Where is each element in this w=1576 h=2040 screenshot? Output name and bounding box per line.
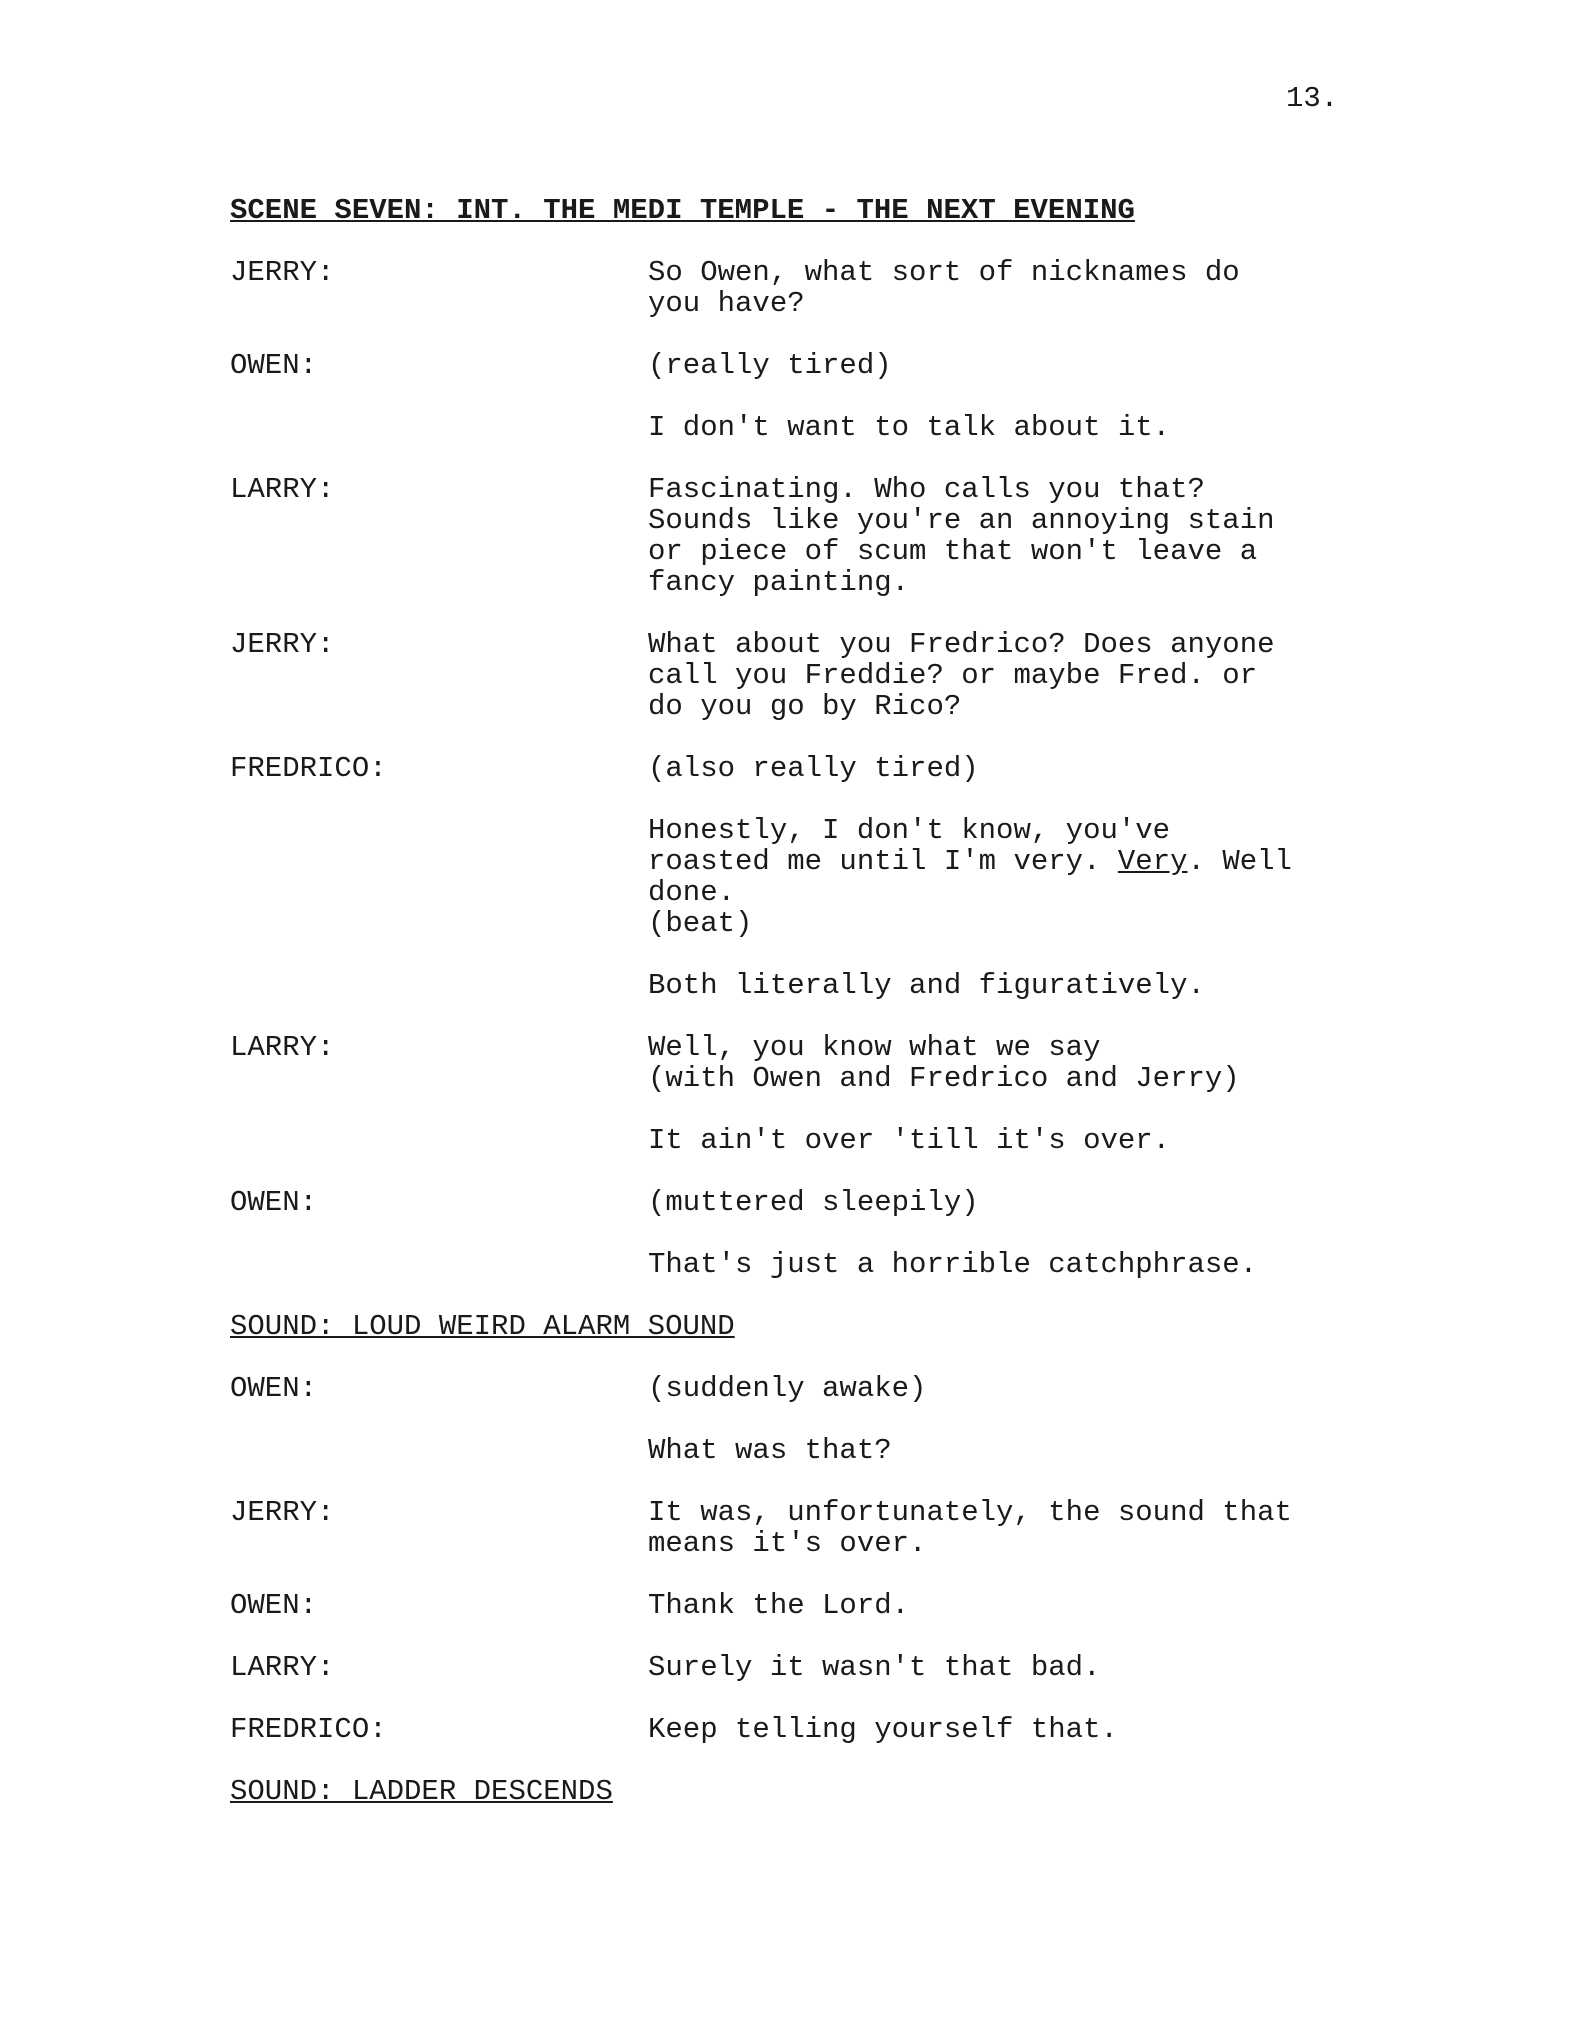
dialogue-block: [648, 1497, 1360, 1559]
dialogue-line: fancy painting.: [648, 566, 910, 599]
dialogue-block: [648, 350, 1360, 381]
dialogue-block: [648, 815, 1360, 939]
dialogue-row: [230, 1187, 1360, 1280]
script-page: [230, 195, 1360, 1838]
dialogue-line: That's just a horrible catchphrase.: [648, 1248, 1258, 1281]
dialogue-section-1: [230, 257, 1360, 1280]
character-name: LARRY:: [230, 1031, 335, 1064]
dialogue-line: means it's over.: [648, 1527, 927, 1560]
dialogue-text: [648, 257, 1360, 319]
character-name: OWEN:: [230, 349, 318, 382]
dialogue-line: What about you Fredrico? Does anyone: [648, 628, 1275, 661]
dialogue-row: [230, 1590, 1360, 1621]
dialogue-block: [648, 753, 1360, 784]
dialogue-block: [648, 1187, 1360, 1218]
dialogue-block: [648, 474, 1360, 598]
dialogue-text: [648, 1373, 1360, 1466]
dialogue-block: [648, 970, 1360, 1001]
dialogue-block: [648, 412, 1360, 443]
dialogue-block: [648, 1714, 1360, 1745]
dialogue-block: [648, 1125, 1360, 1156]
character-name: JERRY:: [230, 628, 335, 661]
parenthetical: (really tired): [648, 349, 892, 382]
dialogue-row: [230, 257, 1360, 319]
scene-heading: SCENE SEVEN: INT. THE MEDI TEMPLE - THE NEXT EVENING: [230, 194, 1135, 227]
dialogue-text: [648, 1497, 1360, 1559]
dialogue-block: [648, 1590, 1360, 1621]
dialogue-line: Honestly, I don't know, you've: [648, 814, 1171, 847]
dialogue-line: done.: [648, 876, 736, 909]
parenthetical: (also really tired): [648, 752, 979, 785]
dialogue-line: Thank the Lord.: [648, 1589, 910, 1622]
sound-cue: SOUND: LOUD WEIRD ALARM SOUND: [230, 1310, 735, 1343]
dialogue-line: roasted me until I'm very. Very. Well: [648, 845, 1292, 878]
dialogue-line: or piece of scum that won't leave a: [648, 535, 1258, 568]
dialogue-row: [230, 474, 1360, 598]
character-name: LARRY:: [230, 473, 335, 506]
dialogue-line: It ain't over 'till it's over.: [648, 1124, 1171, 1157]
dialogue-text: [648, 350, 1360, 443]
dialogue-block: [648, 1373, 1360, 1404]
dialogue-text: [648, 1032, 1360, 1156]
parenthetical: (with Owen and Fredrico and Jerry): [648, 1062, 1240, 1095]
dialogue-line: So Owen, what sort of nicknames do: [648, 256, 1240, 289]
dialogue-section-2: [230, 1373, 1360, 1745]
character-name: JERRY:: [230, 256, 335, 289]
sound-cue: SOUND: LADDER DESCENDS: [230, 1775, 613, 1808]
dialogue-line: I don't want to talk about it.: [648, 411, 1171, 444]
dialogue-text: [648, 753, 1360, 1001]
dialogue-line: do you go by Rico?: [648, 690, 962, 723]
dialogue-text: [648, 1714, 1360, 1745]
character-name: OWEN:: [230, 1186, 318, 1219]
character-name: FREDRICO:: [230, 752, 387, 785]
dialogue-row: [230, 1373, 1360, 1466]
dialogue-row: [230, 350, 1360, 443]
dialogue-line: What was that?: [648, 1434, 892, 1467]
dialogue-text: [648, 1187, 1360, 1280]
dialogue-text: [648, 1652, 1360, 1683]
dialogue-row: [230, 753, 1360, 1001]
character-name: FREDRICO:: [230, 1713, 387, 1746]
dialogue-block: [648, 1435, 1360, 1466]
parenthetical: (suddenly awake): [648, 1372, 927, 1405]
dialogue-line: call you Freddie? or maybe Fred. or: [648, 659, 1258, 692]
character-name: OWEN:: [230, 1589, 318, 1622]
dialogue-block: [648, 1032, 1360, 1094]
dialogue-line: Both literally and figuratively.: [648, 969, 1205, 1002]
dialogue-row: [230, 1652, 1360, 1683]
parenthetical: (beat): [648, 907, 753, 940]
parenthetical: (muttered sleepily): [648, 1186, 979, 1219]
dialogue-text: [648, 1590, 1360, 1621]
dialogue-line: It was, unfortunately, the sound that: [648, 1496, 1292, 1529]
dialogue-row: [230, 1714, 1360, 1745]
dialogue-text: [648, 474, 1360, 598]
character-name: OWEN:: [230, 1372, 318, 1405]
character-name: JERRY:: [230, 1496, 335, 1529]
dialogue-row: [230, 629, 1360, 722]
dialogue-line: Fascinating. Who calls you that?: [648, 473, 1205, 506]
character-name: LARRY:: [230, 1651, 335, 1684]
dialogue-block: [648, 1249, 1360, 1280]
dialogue-row: [230, 1497, 1360, 1559]
dialogue-block: [648, 629, 1360, 722]
dialogue-line: Sounds like you're an annoying stain: [648, 504, 1275, 537]
emphasis-word: Very: [1117, 845, 1188, 878]
dialogue-line: Well, you know what we say: [648, 1031, 1101, 1064]
dialogue-line: Surely it wasn't that bad.: [648, 1651, 1101, 1684]
dialogue-block: [648, 257, 1360, 319]
dialogue-line: Keep telling yourself that.: [648, 1713, 1118, 1746]
dialogue-text: [648, 629, 1360, 722]
dialogue-block: [648, 1652, 1360, 1683]
dialogue-row: [230, 1032, 1360, 1156]
page-number: 13.: [1286, 82, 1339, 115]
dialogue-line: you have?: [648, 287, 805, 320]
